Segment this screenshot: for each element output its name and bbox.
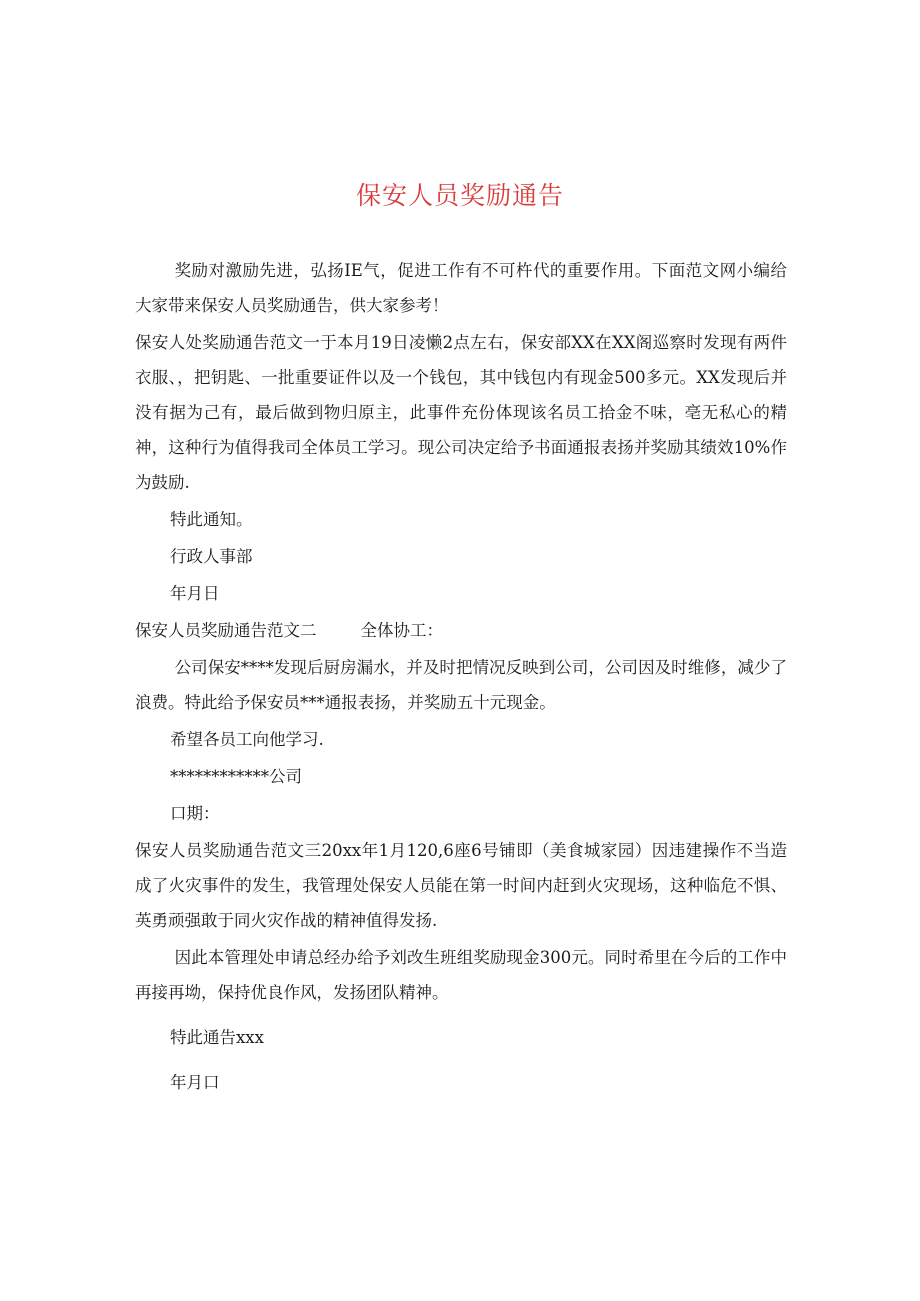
sample2-company: ************公司 xyxy=(170,767,302,786)
sample2-hope: 希望各员工向他学习. xyxy=(170,730,324,749)
sample2-salutation: 全体协工： xyxy=(360,621,443,640)
sample2-heading-line xyxy=(135,613,787,648)
sample3-paragraph: 保安人员奖励通告范文三20xx年1月120,6座6号铺即（美食城家园）因违建操作不当造成了火灾事件的发生，我管理处保安人员能在第一时间内赶到火灾现场，这种临危不惧、英勇顽强敢于同火灾作战的精神值得发扬. xyxy=(135,841,787,930)
sample2-heading: 保安人员奖励通告范文二 xyxy=(135,621,317,640)
intro-paragraph: 奖励对激励先进，弘扬IE气，促进工作有不可杵代的重要作用。下面范文网小编给大家带来保安人员奖励通告，供大家参考！ xyxy=(135,261,787,315)
sample3-notice: 特此通告xxx xyxy=(170,1028,264,1047)
sample1-department: 行政人事部 xyxy=(170,547,253,566)
sample1-date: 年月日 xyxy=(170,584,220,603)
sample1-notice: 特此通知。 xyxy=(170,510,253,529)
sample1-paragraph: 保安人处奖励通告范文一于本月19日凌懒2点左右，保安部XX在XX阁巡察时发现有两件衣服、，把钥匙、一批重要证件以及一个钱包，其中钱包内有现金500多元。XX发现后并没有据为己有，最后做到物归原主，此事件充份体现该名员工拾金不味，亳无私心的精神，这种行为值得我司全体员工学习。现公司决定给予书面通报表扬并奖励其绩效10%作为鼓励. xyxy=(135,333,787,492)
document-body xyxy=(135,253,787,1100)
document-title: 保安人员奖励通告 xyxy=(355,181,564,210)
sample3-reward-paragraph: 因此本管理处申请总经办给予刘改生班组奖励现金300元。同时希里在今后的工作中再接再坳，保持优良作风，发扬团队精神。 xyxy=(135,948,787,1002)
sample2-date: 口期： xyxy=(170,804,220,823)
sample3-date: 年月口 xyxy=(170,1073,220,1092)
sample2-paragraph: 公司保安****发现后厨房漏水，并及时把情况反映到公司，公司因及时维修，减少了浪费。特此给予保安员***通报表扬，并奖励五十元现金。 xyxy=(135,658,787,712)
